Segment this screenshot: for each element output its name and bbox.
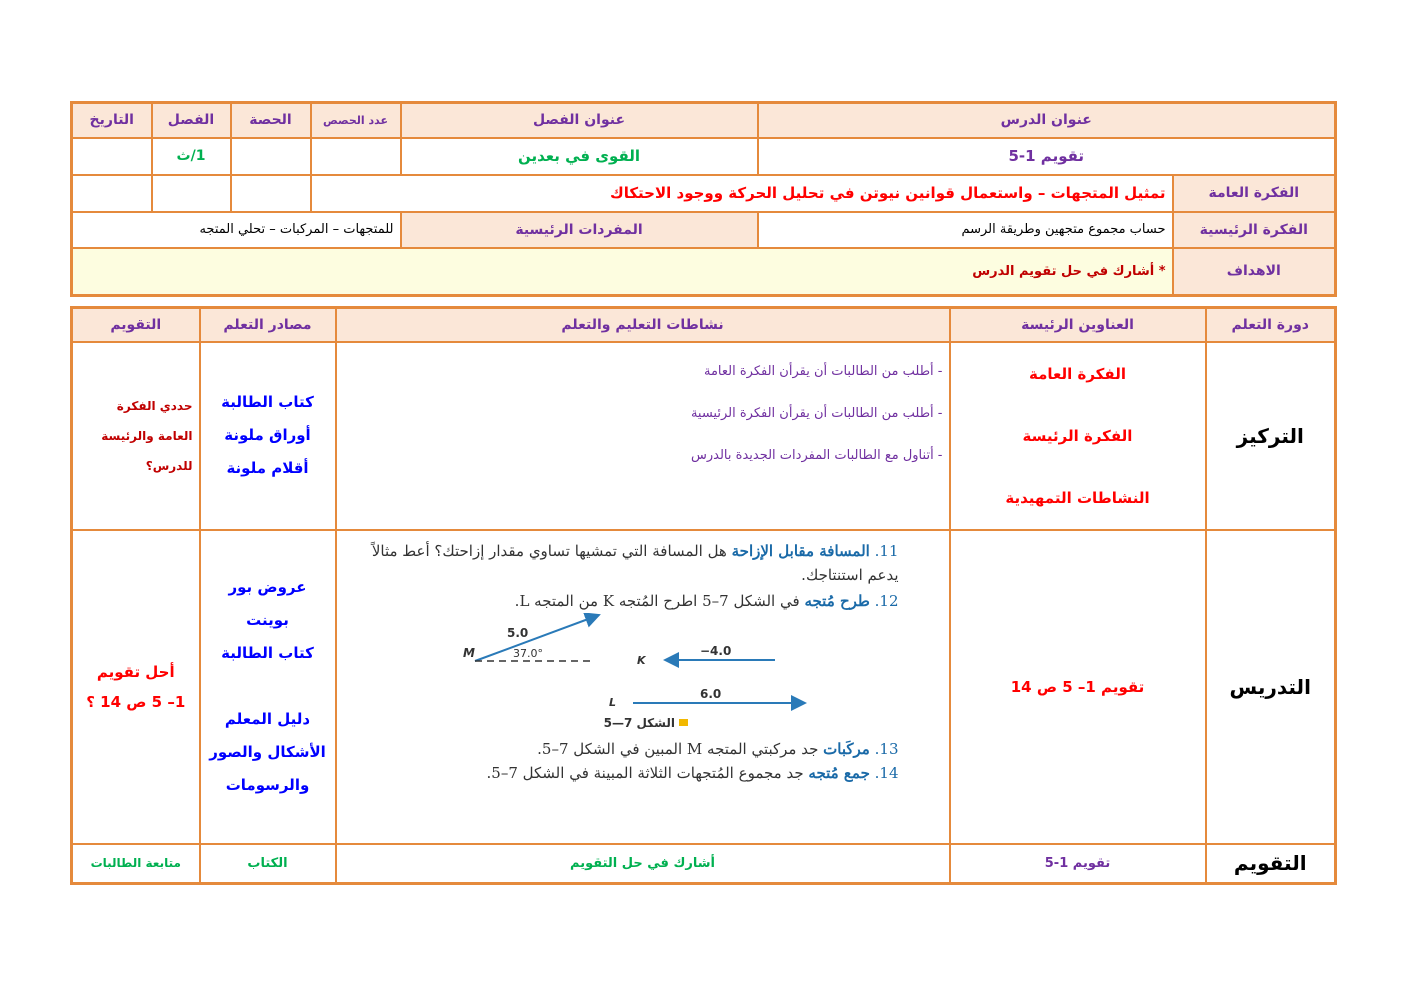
question-14: 14. جمع مُتجه جد مجموع المُتجهات الثلاثة المبينة في الشكل 7–5. <box>486 763 899 782</box>
teach-source-item: الأشكال والصور <box>209 743 326 761</box>
activities-header: نشاطات التعليم والتعلم <box>336 308 950 342</box>
focus-sources <box>200 342 336 530</box>
teach-assessment-line: أحل تقويم <box>96 662 175 681</box>
lesson-title-label: عنوان الدرس <box>758 103 1336 138</box>
teach-heading: تقويم 1– 5 ص 14 <box>950 530 1206 844</box>
vector-m-label: M <box>462 645 475 660</box>
periods-count-label: عدد الحصص <box>311 103 401 138</box>
teach-assessment <box>72 530 200 844</box>
caption-marker <box>679 719 688 726</box>
focus-source-item: أقلام ملونة <box>226 459 309 477</box>
focus-heading-item: النشاطات التمهيدية <box>1005 488 1150 507</box>
assessment-header: التقويم <box>72 308 200 342</box>
teach-source-item: عروض بور <box>228 578 307 596</box>
question-13: 13. مركَبات جد مركبتي المتجه M المبين في الشكل 7–5. <box>537 739 899 758</box>
vector-m-angle: 37.0° <box>512 646 543 660</box>
focus-heading-item: الفكرة العامة <box>1029 364 1126 383</box>
focus-activity-item: - أطلب من الطالبات أن يقرأن الفكرة الرئيسية <box>690 405 943 421</box>
chapter-title-value: القوى في بعدين <box>401 138 758 175</box>
blank-cell-3 <box>72 175 152 212</box>
class-value: 1/ث <box>152 138 231 175</box>
evaluation-activity: أشارك في حل التقويم <box>336 844 950 884</box>
vocab-label: المفردات الرئيسية <box>401 212 758 248</box>
evaluation-assessment: متابعة الطالبات <box>72 844 200 884</box>
vector-k-value: −4.0 <box>699 643 731 658</box>
teach-source-item: دليل المعلم <box>224 710 311 728</box>
main-idea-label: الفكرة الرئيسية <box>1173 212 1336 248</box>
objectives-value: * أشارك في حل تقويم الدرس <box>72 248 1173 296</box>
date-label: التاريخ <box>72 103 152 138</box>
focus-assessment-line: العامة والرئيسة <box>101 428 193 443</box>
focus-headings <box>950 342 1206 530</box>
focus-source-item: أوراق ملونة <box>224 426 311 444</box>
teach-assessment-line: 1– 5 ص 14 ؟ <box>86 692 186 711</box>
focus-assessment-line: للدرس؟ <box>145 458 193 473</box>
objectives-label: الاهداف <box>1173 248 1336 296</box>
teach-source-item: كتاب الطالبة <box>221 644 314 662</box>
focus-heading-item: الفكرة الرئيسة <box>1022 426 1133 445</box>
period-value <box>231 138 311 175</box>
headings-header: العناوين الرئيسة <box>950 308 1206 342</box>
general-idea-value: تمثيل المتجهات – واستعمال قوانين نيوتن في تحليل الحركة ووجود الاحتكاك <box>311 175 1173 212</box>
focus-assessment-line: حددي الفكرة <box>116 398 193 413</box>
teach-stage: التدريس <box>1206 530 1336 844</box>
blank-cell-1 <box>231 175 311 212</box>
vector-l-label: L <box>608 695 616 709</box>
teach-questions <box>336 530 950 844</box>
focus-activities <box>336 342 950 530</box>
focus-activity-item: - أطلب من الطالبات أن يقرأن الفكرة العامة <box>703 363 943 379</box>
blank-cell-2 <box>152 175 231 212</box>
focus-stage: التركيز <box>1206 342 1336 530</box>
vocab-value: للمتجهات – المركبات – تحلي المتجه <box>72 212 401 248</box>
vector-m-value: 5.0 <box>506 625 528 640</box>
evaluation-stage: التقويم <box>1206 844 1336 884</box>
lesson-title-value: تقويم 1-5 <box>758 138 1336 175</box>
period-label: الحصة <box>231 103 311 138</box>
vector-figure <box>365 613 899 731</box>
lesson-info-table <box>70 101 1337 297</box>
periods-count-value <box>311 138 401 175</box>
teach-source-item <box>207 670 329 703</box>
focus-assessment <box>72 342 200 530</box>
class-label: الفصل <box>152 103 231 138</box>
evaluation-source: الكتاب <box>200 844 336 884</box>
main-idea-value: حساب مجموع متجهين وطريقة الرسم <box>758 212 1173 248</box>
evaluation-heading: تقويم 1-5 <box>950 844 1206 884</box>
teach-source-item: والرسومات <box>225 776 310 794</box>
figure-caption: الشكل 7—5 <box>603 715 675 730</box>
focus-source-item: كتاب الطالبة <box>221 393 314 411</box>
cycle-header: دورة التعلم <box>1206 308 1336 342</box>
teach-sources <box>200 530 336 844</box>
sources-header: مصادر التعلم <box>200 308 336 342</box>
teach-source-item: بوينت <box>246 611 289 629</box>
question-11: 11. المسافة مقابل الإزاحة هل المسافة التي تمشيها تساوي مقدار إزاحتك؟ أعط مثالاً يدعم استنتاجك. <box>371 541 899 584</box>
general-idea-label: الفكرة العامة <box>1173 175 1336 212</box>
focus-activity-item: - أتناول مع الطالبات المفردات الجديدة بالدرس <box>690 447 943 463</box>
chapter-title-label: عنوان الفصل <box>401 103 758 138</box>
question-12: 12. طرح مُتجه في الشكل 7–5 اطرح المُتجه K من المتجه L. <box>514 591 899 610</box>
vector-k-label: K <box>636 653 646 667</box>
vector-l-value: 6.0 <box>699 686 721 701</box>
learning-cycle-table <box>70 306 1337 885</box>
date-value <box>72 138 152 175</box>
